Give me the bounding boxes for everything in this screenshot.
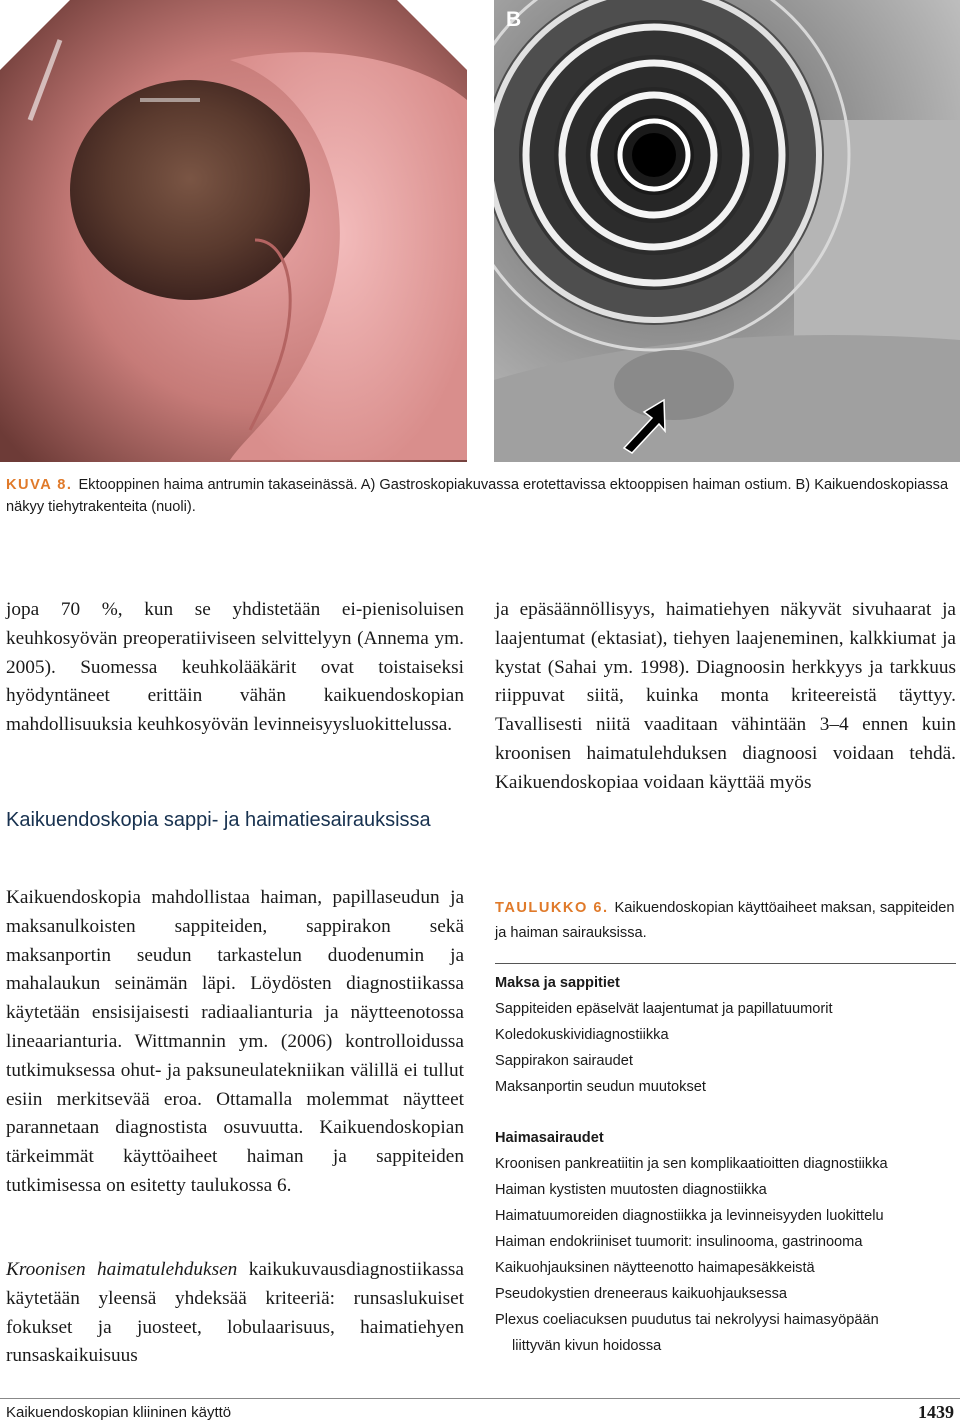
page-number: 1439 bbox=[918, 1402, 954, 1422]
figure-panel-b bbox=[494, 0, 960, 462]
left-paragraph-2: Kaikuendoskopia mahdollistaa haiman, papillaseudun ja maksanulkoisten sappiteiden, sappirakon sekä maksanportin seudun tarkastelun duodenumin ja mahalaukun seinämän läpi. Löydösten diagnostiikassa käytetään ensisijaisesti radiaalianturia ja näytteenotossa lineaarianturia. Wittmannin ym. (2006) kontrolloidussa tutkimuksessa ohut- ja paksuneulatekniikan välillä ei tullut esiin merkitsevää eroa. Ottamalla molemmat näytteet parannetaan diagnostista osuvuutta. Kaikuendoskopian tärkeimmät käyttöaiheet haiman ja sappiteiden tutkimisessa on esitetty taulukossa 6. bbox=[6, 887, 464, 1196]
table-section-liver bbox=[495, 970, 956, 1100]
table-divider bbox=[495, 963, 956, 964]
endoscopy-image bbox=[0, 0, 467, 462]
table-row: Sappiteiden epäselvät laajentumat ja papillatuumorit bbox=[495, 1001, 833, 1017]
table-caption bbox=[495, 896, 955, 946]
figure-caption bbox=[6, 474, 956, 518]
table-row: Haimatuumoreiden diagnostiikka ja levinneisyyden luokittelu bbox=[495, 1208, 884, 1224]
table-section-heading: Haimasairaudet bbox=[495, 1130, 604, 1146]
table-row: Plexus coeliacuksen puudutus tai nekrolyysi haimasyöpään bbox=[495, 1312, 879, 1328]
right-paragraph-1: ja epäsäännöllisyys, haimatiehyen näkyvät sivuhaarat ja laajentumat (ektasiat), tiehyen laajeneminen, kalkkiumat ja kystat (Sahai ym. 1998). Diagnoosin herkkyys ja tarkkuus riippuvat siitä, kuinka monta kriteereistä täyttyy. Tavallisesti niitä vaaditaan vähintään 3–4 ennen kuin kroonisen haimatulehduksen diagnoosi voidaan tehdä. Kaikuendoskopiaa voidaan käyttää myös bbox=[495, 599, 956, 793]
table-row: Maksanportin seudun muutokset bbox=[495, 1079, 706, 1095]
table-caption-text: Kaikuendoskopian käyttöaiheet maksan, sappiteiden ja haiman sairauksissa. bbox=[495, 900, 955, 941]
table-row: Haiman endokriiniset tuumorit: insulinooma, gastrinooma bbox=[495, 1234, 863, 1250]
left-paragraph-1: jopa 70 %, kun se yhdistetään ei-pienisoluisen keuhkosyövän preoperatiiviseen selvittelyyn (Annema ym. 2005). Suomessa keuhkolääkärit ovat toistaiseksi hyödyntäneet erittäin vähän kaikuendoskopian mahdollisuuksia keuhkosyövän levinneisyysluokittelussa. bbox=[6, 599, 464, 736]
figure-caption-tag: KUVA 8. bbox=[6, 477, 73, 493]
table-row: Pseudokystien dreneeraus kaikuohjauksessa bbox=[495, 1286, 788, 1302]
table-section-pancreas bbox=[495, 1125, 956, 1359]
footer-title: Kaikuendoskopian kliininen käyttö bbox=[6, 1404, 232, 1421]
table-row: Kroonisen pankreatiitin ja sen komplikaatioitten diagnostiikka bbox=[495, 1156, 888, 1172]
panel-a-label: A bbox=[12, 8, 28, 31]
left-paragraph-3 bbox=[6, 1256, 464, 1371]
table-row-continuation: liittyvän kivun hoidossa bbox=[512, 1338, 662, 1354]
italic-term: Kroonisen haimatulehduksen bbox=[6, 1259, 238, 1280]
table-row: Kaikuohjauksinen näytteenotto haimapesäkkeistä bbox=[495, 1260, 815, 1276]
figure-caption-text: Ektooppinen haima antrumin takaseinässä. A) Gastroskopiakuvassa erotettavissa ektooppisen haiman ostium. B) Kaikuendoskopiassa näkyy tiehytrakenteita (nuoli). bbox=[6, 477, 949, 515]
table-caption-tag: TAULUKKO 6. bbox=[495, 900, 609, 916]
table-row: Koledokuskividiagnostiikka bbox=[495, 1027, 669, 1043]
ultrasound-image bbox=[494, 0, 960, 462]
footer-divider bbox=[0, 1398, 960, 1399]
table-row: Haiman kystisten muutosten diagnostiikka bbox=[495, 1182, 767, 1198]
section-heading: Kaikuendoskopia sappi- ja haimatiesairauksissa bbox=[6, 809, 431, 831]
left-paragraph-3-text: kaikukuvausdiagnostiikassa käytetään yleensä yhdeksää kriteeriä: runsaslukuiset fokukset ja juosteet, lobulaarisuus, haimatiehyen runsaskaikuisuus bbox=[6, 1259, 464, 1367]
panel-b-label: B bbox=[506, 8, 522, 31]
figure-panel-a bbox=[0, 0, 467, 462]
table-section-heading: Maksa ja sappitiet bbox=[495, 975, 620, 991]
table-row: Sappirakon sairaudet bbox=[495, 1053, 633, 1069]
